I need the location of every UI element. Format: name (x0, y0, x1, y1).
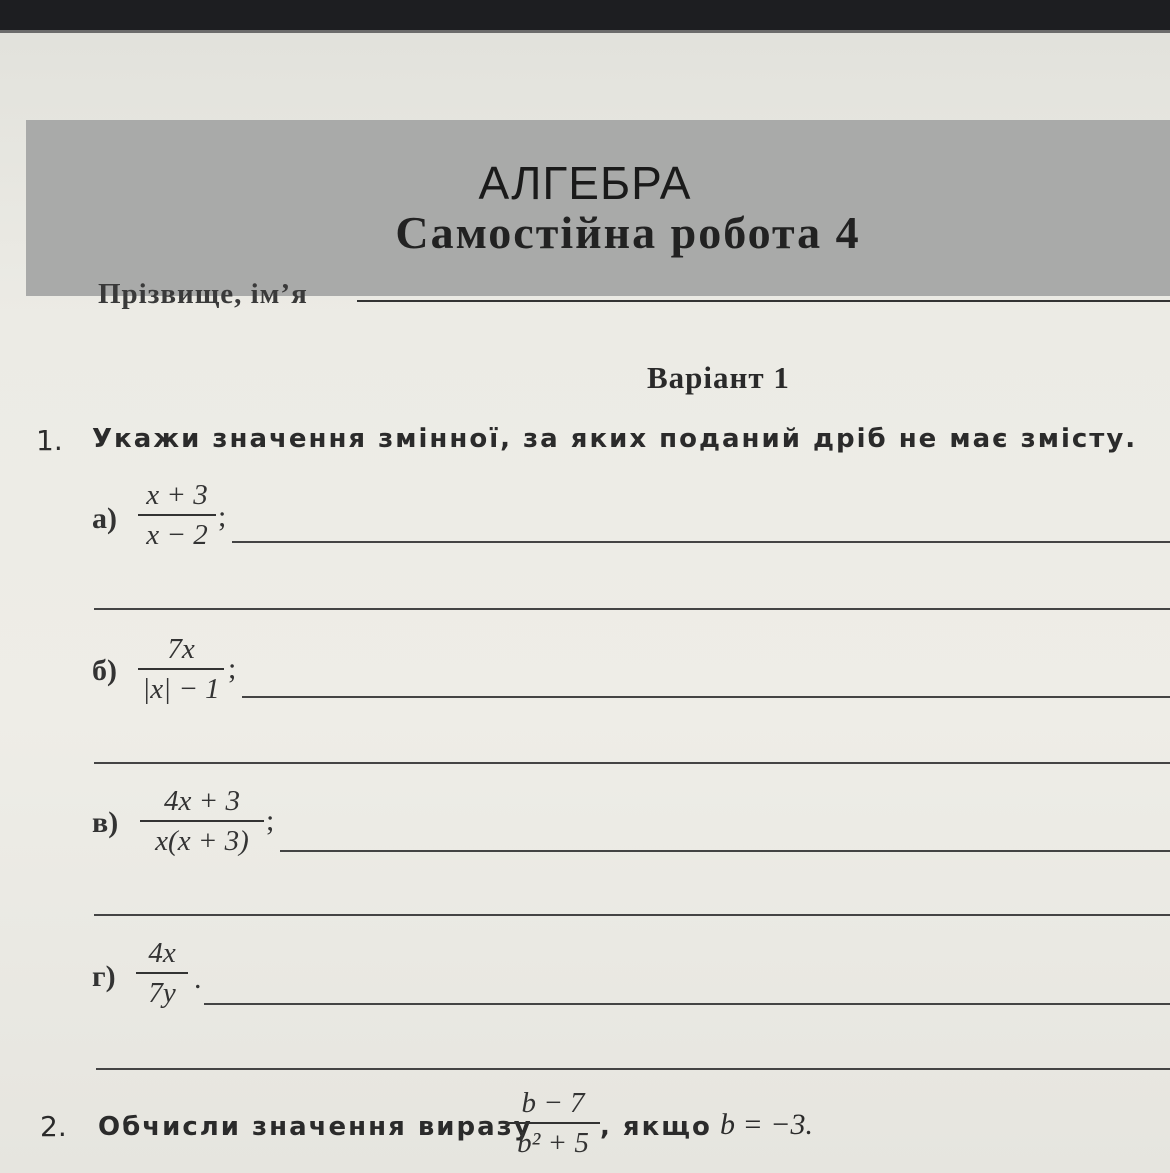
item-c-denominator: x(x + 3) (155, 825, 249, 857)
task2-fraction (506, 1086, 600, 1160)
item-b-punct: ; (228, 652, 237, 685)
item-c-letter: в) (92, 806, 119, 839)
task2-condition-word: , якщо (600, 1112, 712, 1142)
item-a-fraction (138, 478, 216, 552)
item-a-denominator: x − 2 (146, 519, 208, 551)
item-c-answer-line-2[interactable] (94, 914, 1170, 916)
variant-title: Варіант 1 (647, 360, 790, 395)
item-a-answer-line-2[interactable] (94, 608, 1170, 610)
fraction-bar (136, 972, 188, 974)
task1-text: Укажи значення змінної, за яких поданий дріб не має змісту. (92, 424, 1138, 454)
item-b-letter: б) (92, 654, 117, 687)
fraction-bar (138, 514, 216, 516)
item-b-numerator: 7x (167, 633, 195, 665)
task2-denominator: b² + 5 (517, 1127, 589, 1159)
item-d-letter: г) (92, 960, 116, 993)
item-c-fraction (140, 784, 264, 858)
item-d-fraction (136, 936, 188, 1010)
fraction-bar (140, 820, 264, 822)
item-b-fraction (138, 632, 224, 706)
item-d-answer-line[interactable] (204, 1003, 1170, 1005)
item-a-numerator: x + 3 (146, 479, 208, 511)
task2-condition: b = −3. (720, 1108, 813, 1141)
item-d-numerator: 4x (148, 937, 176, 969)
task2-text: Обчисли значення виразу (98, 1112, 533, 1142)
subject-title: АЛГЕБРА (478, 157, 692, 209)
work-title: Самостійна робота 4 (395, 207, 861, 258)
item-c-answer-line[interactable] (280, 850, 1170, 852)
item-c-punct: ; (266, 804, 275, 837)
task1-number: 1. (36, 424, 63, 457)
item-d-answer-line-2[interactable] (96, 1068, 1170, 1070)
name-field-line[interactable] (357, 300, 1170, 302)
item-a-punct: ; (218, 500, 227, 533)
item-b-answer-line-2[interactable] (94, 762, 1170, 764)
fraction-bar (506, 1122, 600, 1124)
task2-number: 2. (40, 1110, 67, 1143)
name-label: Прізвище, ім’я (98, 278, 308, 310)
item-d-punct: . (194, 962, 202, 995)
item-c-numerator: 4x + 3 (164, 785, 240, 817)
item-b-denominator: |x| − 1 (142, 673, 220, 705)
item-d-denominator: 7y (148, 977, 176, 1009)
item-b-answer-line[interactable] (242, 696, 1170, 698)
fraction-bar (138, 668, 224, 670)
item-a-answer-line[interactable] (232, 541, 1170, 543)
item-a-letter: а) (92, 502, 117, 535)
task2-numerator: b − 7 (521, 1087, 585, 1119)
